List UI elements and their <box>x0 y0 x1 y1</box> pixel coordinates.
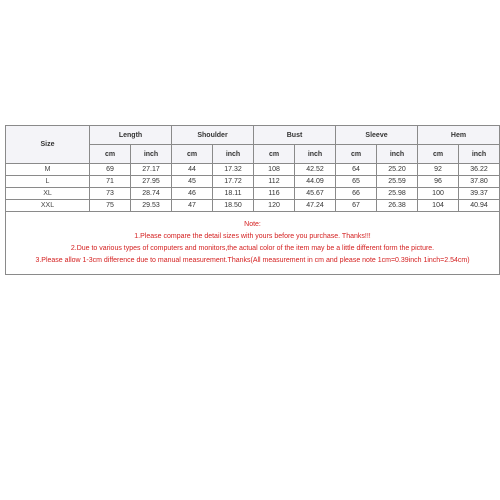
table-cell: 28.74 <box>131 188 172 200</box>
table-row <box>6 188 500 200</box>
table-cell: 40.94 <box>459 200 500 212</box>
notes-row <box>6 212 500 275</box>
table-cell: 112 <box>254 176 295 188</box>
table-cell: 69 <box>90 164 131 176</box>
table-cell: 29.53 <box>131 200 172 212</box>
table-cell: 65 <box>336 176 377 188</box>
table-cell: 45.67 <box>295 188 336 200</box>
table-cell: 39.37 <box>459 188 500 200</box>
table-row <box>6 176 500 188</box>
table-cell: 26.38 <box>377 200 418 212</box>
table-cell: 92 <box>418 164 459 176</box>
note-line: 2.Due to various types of computers and monitors,the actual color of the item may be a little different form the picture. <box>70 245 435 252</box>
unit-header: inch <box>377 145 418 164</box>
unit-header: inch <box>213 145 254 164</box>
table-cell: 46 <box>172 188 213 200</box>
table-cell: 17.72 <box>213 176 254 188</box>
unit-header: cm <box>90 145 131 164</box>
size-table <box>5 125 500 275</box>
table-cell: 27.95 <box>131 176 172 188</box>
table-cell: 18.50 <box>213 200 254 212</box>
unit-header: cm <box>418 145 459 164</box>
table-cell: 18.11 <box>213 188 254 200</box>
table-cell: 66 <box>336 188 377 200</box>
notes-cell <box>6 212 500 275</box>
table-cell: 27.17 <box>131 164 172 176</box>
size-label: XL <box>6 188 90 200</box>
size-label: L <box>6 176 90 188</box>
table-cell: 108 <box>254 164 295 176</box>
header-hem: Hem <box>418 126 500 145</box>
table-cell: 45 <box>172 176 213 188</box>
size-label: M <box>6 164 90 176</box>
table-cell: 104 <box>418 200 459 212</box>
table-cell: 47 <box>172 200 213 212</box>
unit-header: cm <box>172 145 213 164</box>
note-line: 1.Please compare the detail sizes with yours before you purchase. Thanks!!! <box>134 233 371 240</box>
table-row <box>6 164 500 176</box>
note-line: 3.Please allow 1-3cm difference due to manual measurement.Thanks(All measurement in cm and please note 1cm=0.39inch 1inch=2.54cm) <box>35 257 470 264</box>
table-row <box>6 200 500 212</box>
unit-header: cm <box>254 145 295 164</box>
table-cell: 47.24 <box>295 200 336 212</box>
unit-header: inch <box>459 145 500 164</box>
table-cell: 120 <box>254 200 295 212</box>
table-cell: 36.22 <box>459 164 500 176</box>
table-cell: 42.52 <box>295 164 336 176</box>
table-cell: 44 <box>172 164 213 176</box>
table-cell: 44.09 <box>295 176 336 188</box>
table-cell: 25.59 <box>377 176 418 188</box>
table-cell: 37.80 <box>459 176 500 188</box>
table-cell: 67 <box>336 200 377 212</box>
table-cell: 73 <box>90 188 131 200</box>
table-cell: 64 <box>336 164 377 176</box>
size-label: XXL <box>6 200 90 212</box>
header-shoulder: Shoulder <box>172 126 254 145</box>
table-cell: 17.32 <box>213 164 254 176</box>
table-cell: 75 <box>90 200 131 212</box>
size-header: Size <box>6 126 90 164</box>
size-chart <box>5 125 499 275</box>
header-group-row <box>6 126 500 145</box>
header-bust: Bust <box>254 126 336 145</box>
table-cell: 71 <box>90 176 131 188</box>
header-sleeve: Sleeve <box>336 126 418 145</box>
unit-header: inch <box>295 145 336 164</box>
unit-header: inch <box>131 145 172 164</box>
table-cell: 96 <box>418 176 459 188</box>
table-cell: 25.98 <box>377 188 418 200</box>
note-title: Note: <box>244 221 261 228</box>
table-cell: 116 <box>254 188 295 200</box>
header-length: Length <box>90 126 172 145</box>
unit-header: cm <box>336 145 377 164</box>
table-cell: 25.20 <box>377 164 418 176</box>
table-cell: 100 <box>418 188 459 200</box>
